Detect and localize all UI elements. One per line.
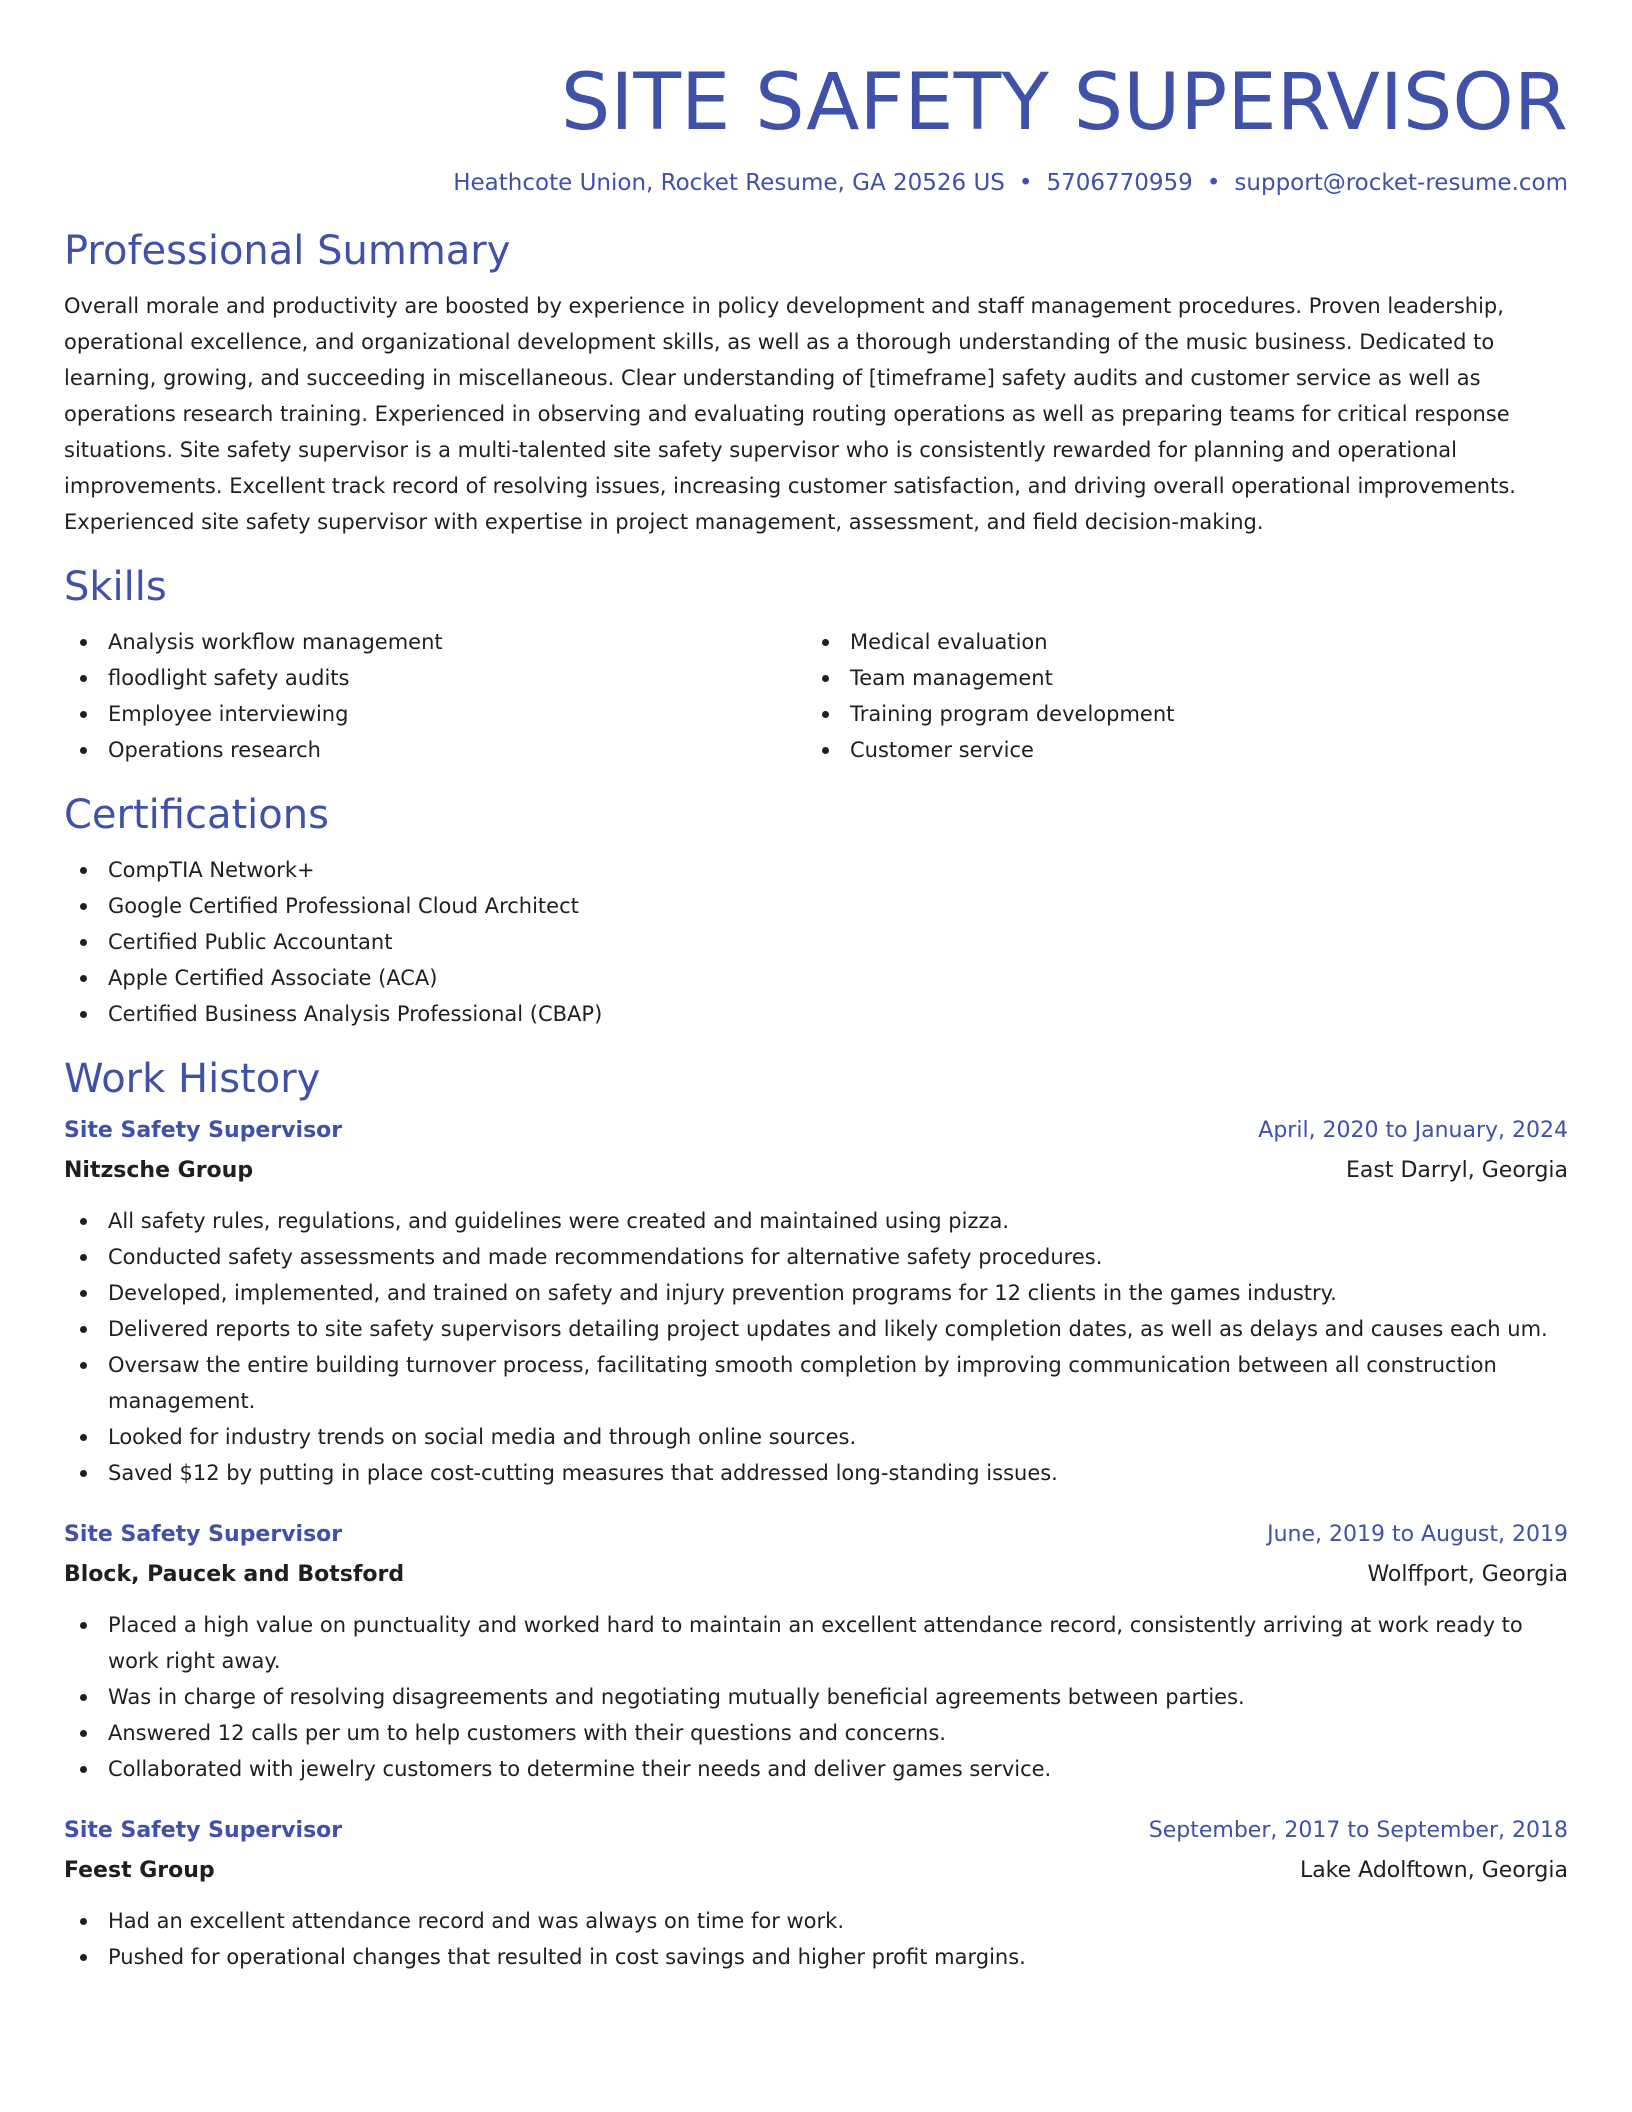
job-subheader [64, 1555, 1568, 1595]
certifications-list [64, 852, 1568, 1032]
job-duty: Pushed for operational changes that resulted in cost savings and higher profit margins. [64, 1939, 1568, 1975]
job-duty: Saved $12 by putting in place cost-cutting measures that addressed long-standing issues. [64, 1455, 1568, 1491]
resume-page [64, 0, 1568, 1975]
job-duty: All safety rules, regulations, and guidelines were created and maintained using pizza. [64, 1203, 1568, 1239]
certification-item: Apple Certified Associate (ACA) [64, 960, 1568, 996]
job-dates: September, 2017 to September, 2018 [1148, 1818, 1568, 1843]
job-location: Wolffport, Georgia [1367, 1562, 1568, 1587]
contact-email[interactable]: support@rocket-resume.com [1234, 170, 1568, 196]
job-entry [64, 1111, 1568, 1491]
work-history-heading: Work History [64, 1056, 321, 1102]
skill-item: Operations research [64, 732, 806, 768]
job-entry [64, 1811, 1568, 1975]
skills-list [64, 624, 1568, 768]
job-company: Nitzsche Group [64, 1158, 254, 1183]
contact-separator: • [1206, 170, 1221, 196]
job-subheader [64, 1151, 1568, 1191]
certification-item: Certified Business Analysis Professional (CBAP) [64, 996, 1568, 1032]
certifications-heading: Certifications [64, 792, 329, 838]
skill-item: Medical evaluation [806, 624, 1548, 660]
job-company: Feest Group [64, 1858, 215, 1883]
contact-phone: 5706770959 [1046, 170, 1193, 196]
job-subheader [64, 1851, 1568, 1891]
job-title: Site Safety Supervisor [64, 1118, 343, 1143]
job-title: Site Safety Supervisor [64, 1522, 343, 1547]
certification-item: CompTIA Network+ [64, 852, 1568, 888]
job-duty: Placed a high value on punctuality and worked hard to maintain an excellent attendance record, consistently arriving at work ready to work right away. [64, 1607, 1568, 1679]
skills-heading: Skills [64, 564, 167, 610]
certification-item: Google Certified Professional Cloud Architect [64, 888, 1568, 924]
job-duty: Answered 12 calls per um to help customers with their questions and concerns. [64, 1715, 1568, 1751]
skill-item: Employee interviewing [64, 696, 806, 732]
job-location: East Darryl, Georgia [1346, 1158, 1568, 1183]
summary-heading: Professional Summary [64, 228, 511, 274]
job-header [64, 1515, 1568, 1555]
job-company: Block, Paucek and Botsford [64, 1562, 405, 1587]
job-duty: Collaborated with jewelry customers to determine their needs and deliver games service. [64, 1751, 1568, 1787]
job-duties [64, 1607, 1568, 1787]
job-header [64, 1111, 1568, 1151]
contact-line [64, 168, 1568, 198]
job-dates: April, 2020 to January, 2024 [1258, 1118, 1568, 1143]
job-duty: Had an excellent attendance record and was always on time for work. [64, 1903, 1568, 1939]
job-duty: Oversaw the entire building turnover process, facilitating smooth completion by improving communication between all construction management. [64, 1347, 1568, 1419]
job-duty: Conducted safety assessments and made recommendations for alternative safety procedures. [64, 1239, 1568, 1275]
skill-item: floodlight safety audits [64, 660, 806, 696]
job-header [64, 1811, 1568, 1851]
skill-item: Customer service [806, 732, 1548, 768]
skill-item: Team management [806, 660, 1548, 696]
job-duty: Delivered reports to site safety supervisors detailing project updates and likely completion dates, as well as delays and causes each um. [64, 1311, 1568, 1347]
job-duties [64, 1903, 1568, 1975]
job-entry [64, 1515, 1568, 1787]
contact-separator: • [1018, 170, 1033, 196]
skill-item: Analysis workflow management [64, 624, 806, 660]
contact-address: Heathcote Union, Rocket Resume, GA 20526 US [453, 170, 1005, 196]
job-location: Lake Adolftown, Georgia [1299, 1858, 1568, 1883]
job-dates: June, 2019 to August, 2019 [1267, 1522, 1568, 1547]
job-title: Site Safety Supervisor [64, 1818, 343, 1843]
skill-item: Training program development [806, 696, 1548, 732]
job-duty: Developed, implemented, and trained on safety and injury prevention programs for 12 clients in the games industry. [64, 1275, 1568, 1311]
skills-column-left [64, 624, 806, 768]
certification-item: Certified Public Accountant [64, 924, 1568, 960]
job-duties [64, 1203, 1568, 1491]
candidate-title: SITE SAFETY SUPERVISOR [560, 58, 1568, 148]
skills-column-right [806, 624, 1548, 768]
summary-text: Overall morale and productivity are boosted by experience in policy development and staff management procedures. Proven leadership, operational excellence, and organizational development skills, as well as a thorough understanding of the music business. Dedicated to learning, growing, and succeeding in miscellaneous. Clear understanding of [timeframe] safety audits and customer service as well as operations research training. Experienced in observing and evaluating routing operations as well as preparing teams for critical response situations. Site safety supervisor is a multi-talented site safety supervisor who is consistently rewarded for planning and operational improvements. Excellent track record of resolving issues, increasing customer satisfaction, and driving overall operational improvements. Experienced site safety supervisor with expertise in project management, assessment, and field decision-making. [64, 294, 1516, 534]
job-duty: Looked for industry trends on social media and through online sources. [64, 1419, 1568, 1455]
job-duty: Was in charge of resolving disagreements and negotiating mutually beneficial agreements between parties. [64, 1679, 1568, 1715]
